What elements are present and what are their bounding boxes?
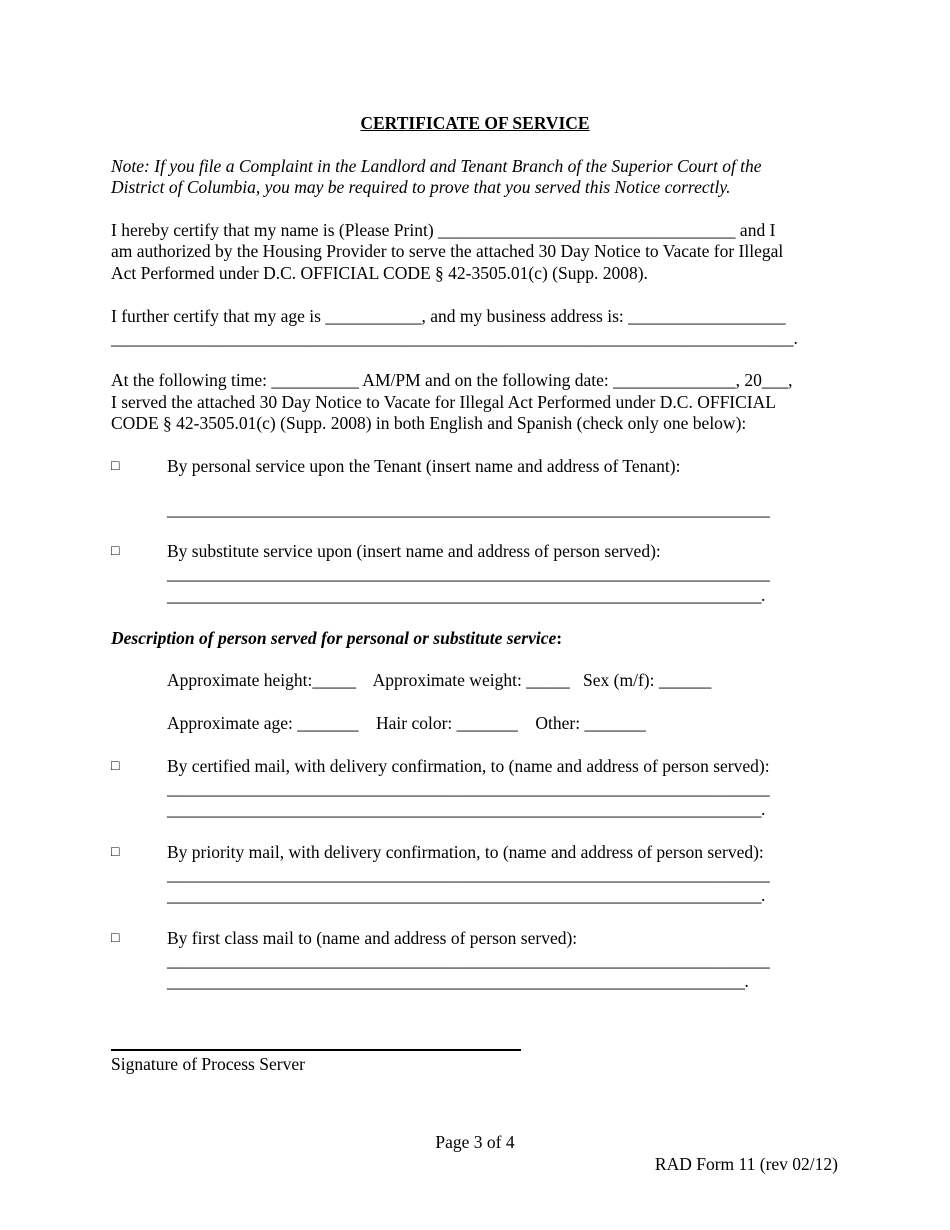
description-row-1[interactable]: Approximate height:_____ Approximate weight: _____ Sex (m/f): ______ [167,670,712,690]
service-time-line-2: I served the attached 30 Day Notice to Vacate for Illegal Act Performed under D.C. OFFICIAL [111,392,776,412]
name-certification-line-3: Act Performed under D.C. OFFICIAL CODE § 42-3505.01(c) (Supp. 2008). [111,263,648,283]
certified-mail-blank-1[interactable]: _________________________________________________________________________ [167,778,770,798]
personal-service-label: By personal service upon the Tenant (insert name and address of Tenant): [167,456,681,476]
certified-mail-label: By certified mail, with delivery confirmation, to (name and address of person served): [167,756,770,776]
substitute-service-checkbox[interactable]: □ [111,544,120,559]
note-line-1: Note: If you file a Complaint in the Landlord and Tenant Branch of the Superior Court of the [111,156,762,176]
name-certification-line-1: I hereby certify that my name is (Please Print) __________________________________ and I [111,220,776,240]
description-heading-text: Description of person served for personal or substitute service [111,628,557,648]
priority-mail-blank-2[interactable]: ________________________________________________________________________. [167,885,765,905]
signature-label: Signature of Process Server [111,1054,305,1074]
service-time-line-3: CODE § 42-3505.01(c) (Supp. 2008) in both English and Spanish (check only one below): [111,413,747,433]
substitute-service-blank-1[interactable]: _________________________________________________________________________ [167,563,770,583]
description-heading [111,627,562,649]
age-address-line-1: I further certify that my age is ___________, and my business address is: __________________ [111,306,786,326]
age-address-line-2: ______________________________________________________________________________. [111,328,798,348]
personal-service-checkbox[interactable]: □ [111,459,120,474]
first-class-mail-label: By first class mail to (name and address of person served): [167,928,578,948]
priority-mail-checkbox[interactable]: □ [111,845,120,860]
form-identifier: RAD Form 11 (rev 02/12) [654,1154,838,1174]
first-class-mail-blank-2[interactable]: ______________________________________________________________________. [167,971,749,991]
personal-service-blank-1[interactable]: _________________________________________________________________________ [167,499,770,519]
substitute-service-label: By substitute service upon (insert name and address of person served): [167,541,661,561]
priority-mail-label: By priority mail, with delivery confirmation, to (name and address of person served): [167,842,764,862]
page-number: Page 3 of 4 [435,1132,515,1152]
description-row-2[interactable]: Approximate age: _______ Hair color: _______ Other: _______ [167,713,646,733]
substitute-service-blank-2[interactable]: ________________________________________________________________________. [167,585,765,605]
certified-mail-blank-2[interactable]: ________________________________________________________________________. [167,799,765,819]
priority-mail-blank-1[interactable]: _________________________________________________________________________ [167,864,770,884]
name-certification-line-2: am authorized by the Housing Provider to serve the attached 30 Day Notice to Vacate for Illegal [111,241,784,261]
first-class-mail-blank-1[interactable]: _________________________________________________________________________ [167,950,770,970]
description-heading-colon: : [556,628,563,648]
service-time-line-1: At the following time: __________ AM/PM and on the following date: ______________, 20___, [111,370,793,390]
first-class-mail-checkbox[interactable]: □ [111,931,120,946]
page-title: CERTIFICATE OF SERVICE [360,113,590,133]
signature-line[interactable] [111,1049,521,1051]
certified-mail-checkbox[interactable]: □ [111,759,120,774]
note-line-2: District of Columbia, you may be required to prove that you served this Notice correctly. [111,177,731,197]
